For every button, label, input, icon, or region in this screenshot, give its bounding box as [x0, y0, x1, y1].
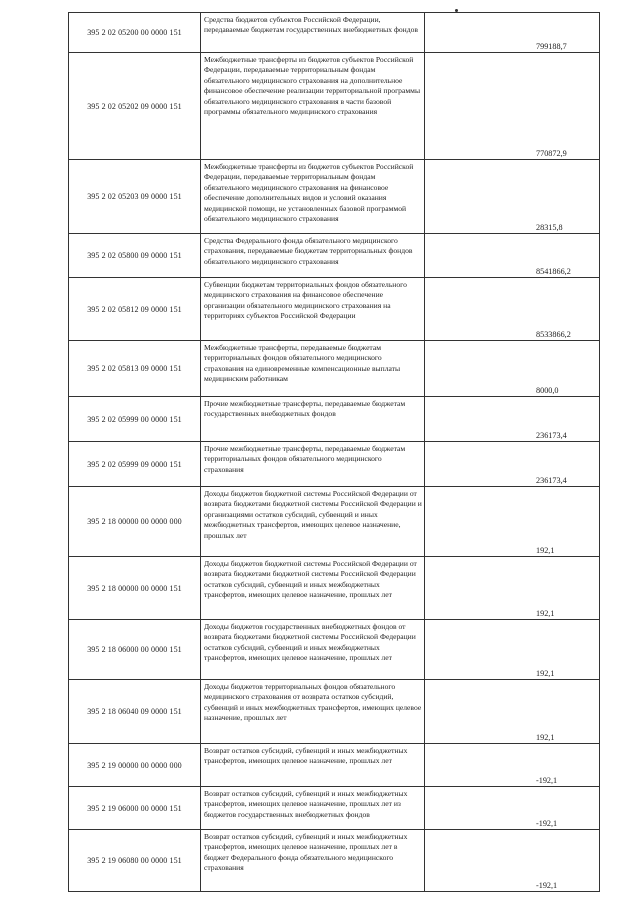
description-cell: Межбюджетные трансферты из бюджетов субъектов Российской Федерации, передаваемые территориальным фондам обязательного медицинского страхования на финансовое обеспечение дополнительных видов и условий оказания медицинской помощи, не установленных базовой программой обязательного медицинского страхования	[201, 160, 425, 234]
description-cell: Возврат остатков субсидий, субвенций и иных межбюджетных трансфертов, имеющих целевое назначение, прошлых лет	[201, 744, 425, 787]
budget-code-cell: 395 2 02 05999 09 0000 151	[69, 442, 201, 487]
table-row	[69, 53, 600, 160]
amount-cell	[425, 160, 600, 234]
description-cell: Доходы бюджетов бюджетной системы Российской Федерации от возврата бюджетами бюджетной системы Российской Федерации и организациями остатков субсидий, субвенций и иных межбюджетных трансфертов, имеющих целевое назначение, прошлых лет	[201, 487, 425, 557]
budget-code-cell: 395 2 19 00000 00 0000 000	[69, 744, 201, 787]
amount-value: 192,1	[536, 609, 555, 618]
amount-cell	[425, 680, 600, 744]
table-row	[69, 341, 600, 397]
budget-code-cell: 395 2 02 05812 09 0000 151	[69, 278, 201, 341]
amount-value: 8000,0	[536, 386, 559, 395]
budget-code-cell: 395 2 18 06000 00 0000 151	[69, 620, 201, 680]
amount-value: 192,1	[536, 546, 555, 555]
description-cell: Прочие межбюджетные трансферты, передаваемые бюджетам государственных внебюджетных фондов	[201, 397, 425, 442]
table-row	[69, 830, 600, 892]
amount-cell	[425, 744, 600, 787]
amount-value: 799188,7	[536, 42, 567, 51]
budget-code-cell: 395 2 02 05999 00 0000 151	[69, 397, 201, 442]
description-cell: Средства Федерального фонда обязательного медицинского страхования, передаваемые бюджетам территориальных фондов обязательного медицинского страхования	[201, 234, 425, 278]
table-row	[69, 487, 600, 557]
budget-code-cell: 395 2 18 00000 00 0000 000	[69, 487, 201, 557]
amount-cell	[425, 487, 600, 557]
amount-cell	[425, 557, 600, 620]
description-cell: Субвенции бюджетам территориальных фондов обязательного медицинского страхования на финансовое обеспечение организации обязательного медицинского страхования на территориях субъектов Российской Федерации	[201, 278, 425, 341]
amount-value: -192,1	[536, 881, 558, 890]
amount-value: -192,1	[536, 776, 558, 785]
table-row	[69, 620, 600, 680]
budget-revenue-table	[68, 12, 600, 892]
table-row	[69, 13, 600, 53]
table-row	[69, 557, 600, 620]
description-cell: Доходы бюджетов бюджетной системы Российской Федерации от возврата бюджетами бюджетной системы Российской Федерации остатков субсидий, субвенций и иных межбюджетных трансфертов, имеющих целевое назначение, прошлых лет	[201, 557, 425, 620]
amount-cell	[425, 341, 600, 397]
table-row	[69, 160, 600, 234]
budget-code-cell: 395 2 19 06080 00 0000 151	[69, 830, 201, 892]
amount-cell	[425, 620, 600, 680]
table-row	[69, 278, 600, 341]
description-cell: Доходы бюджетов территориальных фондов обязательного медицинского страхования от возврата остатков субсидий, субвенций и иных межбюджетных трансфертов, имеющих целевое назначение, прошлых лет	[201, 680, 425, 744]
amount-value: 192,1	[536, 669, 555, 678]
table-row	[69, 680, 600, 744]
budget-code-cell: 395 2 02 05202 09 0000 151	[69, 53, 201, 160]
amount-cell	[425, 397, 600, 442]
description-cell: Возврат остатков субсидий, субвенций и иных межбюджетных трансфертов, имеющих целевое назначение, прошлых лет из бюджетов государственных внебюджетных фондов	[201, 787, 425, 830]
budget-code-cell: 395 2 02 05800 09 0000 151	[69, 234, 201, 278]
amount-value: 192,1	[536, 733, 555, 742]
amount-cell	[425, 830, 600, 892]
budget-code-cell: 395 2 02 05200 00 0000 151	[69, 13, 201, 53]
amount-cell	[425, 442, 600, 487]
description-cell: Прочие межбюджетные трансферты, передаваемые бюджетам территориальных фондов обязательного медицинского страхования	[201, 442, 425, 487]
amount-cell	[425, 278, 600, 341]
table-row	[69, 442, 600, 487]
budget-code-cell: 395 2 02 05813 09 0000 151	[69, 341, 201, 397]
description-cell: Межбюджетные трансферты из бюджетов субъектов Российской Федерации, передаваемые территориальным фондам обязательного медицинского страхования на дополнительное финансовое обеспечение реализации территориальной программы обязательного медицинского страхования в части базовой программы обязательного медицинского страхования	[201, 53, 425, 160]
amount-value: 28315,8	[536, 223, 563, 232]
table-body	[69, 13, 600, 892]
amount-cell	[425, 13, 600, 53]
description-cell: Межбюджетные трансферты, передаваемые бюджетам территориальных фондов обязательного медицинского страхования на единовременные компенсационные выплаты медицинским работникам	[201, 341, 425, 397]
description-cell: Возврат остатков субсидий, субвенций и иных межбюджетных трансфертов, имеющих целевое назначение, прошлых лет в бюджет Федерального фонда обязательного медицинского страхования	[201, 830, 425, 892]
budget-code-cell: 395 2 18 06040 09 0000 151	[69, 680, 201, 744]
table-row	[69, 744, 600, 787]
amount-value: 236173,4	[536, 476, 567, 485]
description-cell: Средства бюджетов субъектов Российской Федерации, передаваемые бюджетам государственных внебюджетных фондов	[201, 13, 425, 53]
amount-value: 770872,9	[536, 149, 567, 158]
amount-value: -192,1	[536, 819, 558, 828]
amount-value: 8533866,2	[536, 330, 571, 339]
table-row	[69, 234, 600, 278]
description-cell: Доходы бюджетов государственных внебюджетных фондов от возврата бюджетами бюджетной системы Российской Федерации остатков субсидий, субвенций и иных межбюджетных трансфертов, имеющих целевое назначение, прошлых лет	[201, 620, 425, 680]
amount-value: 8541866,2	[536, 267, 571, 276]
amount-cell	[425, 787, 600, 830]
table-row	[69, 787, 600, 830]
amount-cell	[425, 53, 600, 160]
amount-cell	[425, 234, 600, 278]
budget-code-cell: 395 2 02 05203 09 0000 151	[69, 160, 201, 234]
table-row	[69, 397, 600, 442]
amount-value: 236173,4	[536, 431, 567, 440]
budget-code-cell: 395 2 18 00000 00 0000 151	[69, 557, 201, 620]
budget-code-cell: 395 2 19 06000 00 0000 151	[69, 787, 201, 830]
